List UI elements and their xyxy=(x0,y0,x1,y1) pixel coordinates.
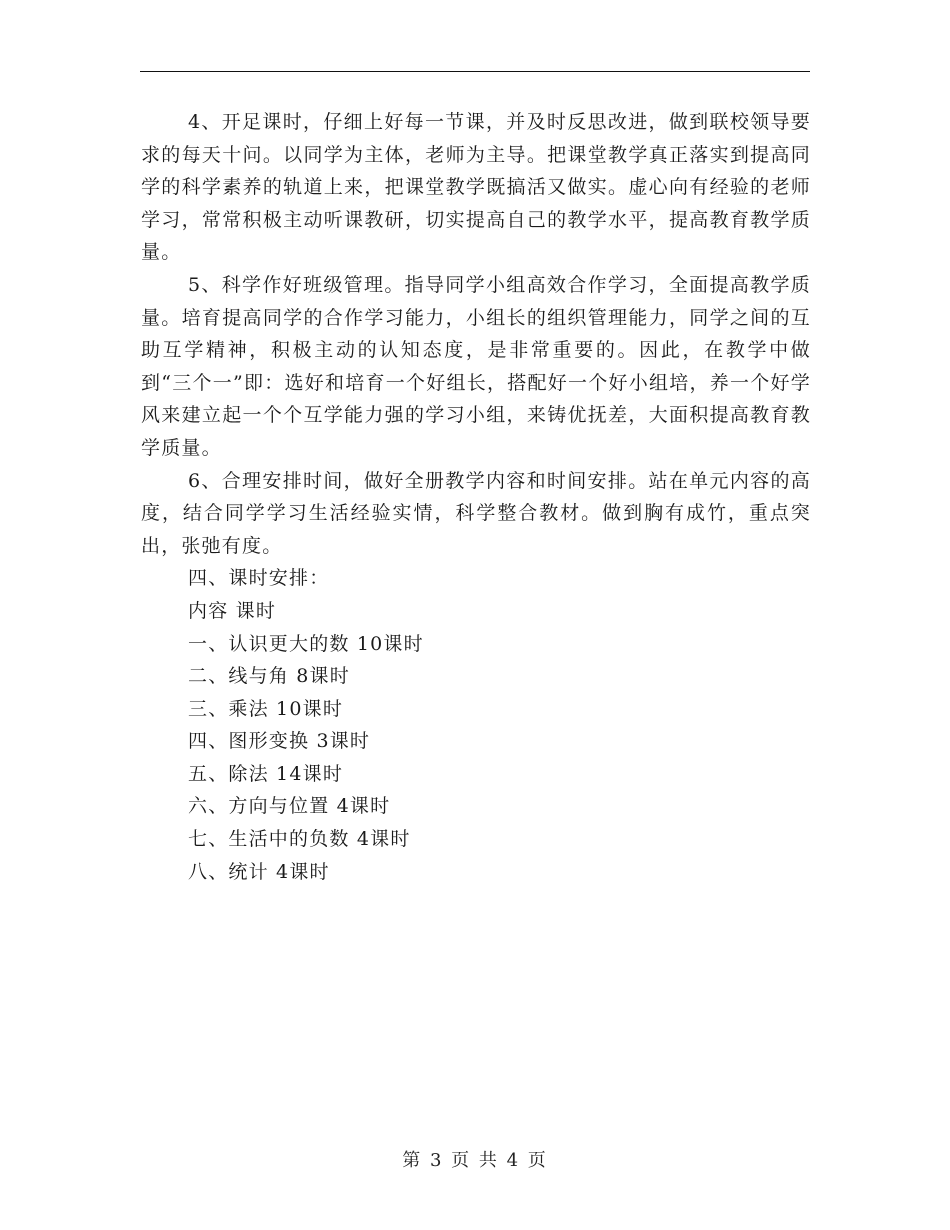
schedule-item: 三、乘法 10课时 xyxy=(188,697,344,720)
schedule-item: 二、线与角 8课时 xyxy=(188,665,350,688)
schedule-header: 内容 课时 xyxy=(188,599,277,622)
header-rule xyxy=(140,71,810,72)
section-heading: 四、课时安排： xyxy=(188,567,330,590)
paragraph-6: 6、合理安排时间，做好全册教学内容和时间安排。站在单元内容的高度，结合同学学习生活经验实情，科学整合教材。做到胸有成竹，重点突出，张弛有度。 xyxy=(141,469,811,557)
schedule-item: 五、除法 14课时 xyxy=(188,762,344,785)
schedule-item: 七、生活中的负数 4课时 xyxy=(188,828,411,851)
document-body xyxy=(141,106,811,888)
paragraph-4: 4、开足课时，仔细上好每一节课，并及时反思改进，做到联校领导要求的每天十问。以同学为主体，老师为主导。把课堂教学真正落实到提高同学的科学素养的轨道上来，把课堂教学既搞活又做实。虚心向有经验的老师学习，常常积极主动听课教研，切实提高自己的教学水平，提高教育教学质量。 xyxy=(141,111,811,264)
page-number: 第 3 页 共 4 页 xyxy=(402,1150,548,1171)
schedule-item: 一、认识更大的数 10课时 xyxy=(188,632,424,655)
schedule-item: 八、统计 4课时 xyxy=(188,860,330,883)
schedule-item: 四、图形变换 3课时 xyxy=(188,730,371,753)
paragraph-5: 5、科学作好班级管理。指导同学小组高效合作学习，全面提高教学质量。培育提高同学的合作学习能力，小组长的组织管理能力，同学之间的互助互学精神，积极主动的认知态度，是非常重要的。因此，在教学中做到“三个一”即：选好和培育一个好组长，搭配好一个好小组培，养一个好学风来建立起一个个互学能力强的学习小组，来铸优抚差，大面积提高教育教学质量。 xyxy=(141,273,811,459)
schedule-item: 六、方向与位置 4课时 xyxy=(188,795,391,818)
